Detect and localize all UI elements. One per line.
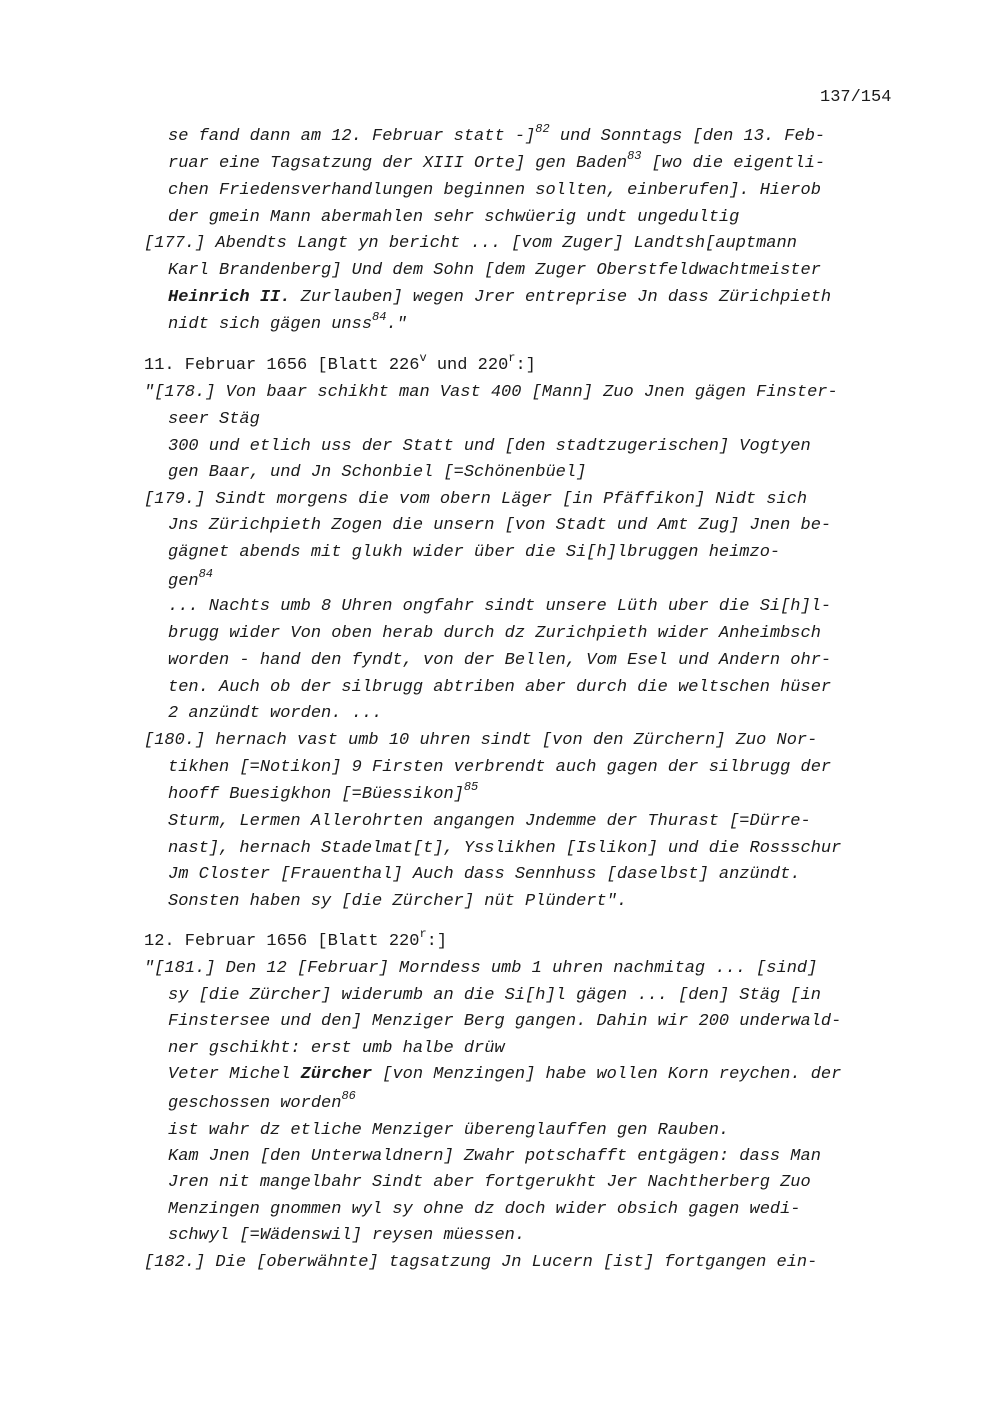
text-line: Finstersee und den] Menziger Berg gangen. Dahin wir 200 underwald- bbox=[168, 1012, 842, 1031]
text-line: Heinrich II. Zurlauben] wegen Jrer entreprise Jn dass Zürichpieth bbox=[168, 288, 832, 307]
text-line: 2 anzündt worden. ... bbox=[168, 704, 383, 723]
footnote-ref: 82 bbox=[535, 122, 550, 137]
date-heading: 11. Februar 1656 [Blatt 226$^v$ und 220$^r$:] bbox=[144, 351, 536, 375]
text-line: gen$^{84}$ bbox=[168, 567, 214, 591]
text-line: ist wahr dz etliche Menziger überenglauffen gen Rauben. bbox=[168, 1121, 730, 1140]
footnote-ref: 85 bbox=[463, 780, 479, 795]
text-line: [179.] Sindt morgens die vom obern Läger [in Pfäffikon] Nidt sich bbox=[144, 490, 808, 509]
text-line: sy [die Zürcher] widerumb an die Si[h]l gägen ... [den] Stäg [in bbox=[168, 986, 821, 1005]
text-line: gägnet abends mit glukh wider über die Si[h]lbruggen heimzo- bbox=[168, 543, 781, 562]
text-line: nidt sich gägen unss$^{84}$." bbox=[168, 310, 407, 334]
text-line: Jm Closter [Frauenthal] Auch dass Sennhuss [daselbst] anzündt. bbox=[168, 865, 801, 884]
text-line: nast], hernach Stadelmat[t], Ysslikhen [Islikon] und die Rossschur bbox=[168, 839, 842, 858]
text-line: der gmein Mann abermahlen sehr schwüerig undt ungedultig bbox=[168, 208, 740, 227]
date-heading: 12. Februar 1656 [Blatt 220$^r$:] bbox=[144, 927, 448, 951]
text-line: [177.] Abendts Langt yn bericht ... [vom Zuger] Landtsh[auptmann bbox=[144, 234, 797, 253]
footnote-ref: 84 bbox=[198, 567, 214, 582]
text-line: chen Friedensverhandlungen beginnen sollten, einberufen]. Hierob bbox=[168, 181, 821, 200]
text-line: brugg wider Von oben herab durch dz Zurichpieth wider Anheimbsch bbox=[168, 624, 821, 643]
text-line: schwyl [=Wädenswil] reysen müessen. bbox=[168, 1226, 526, 1245]
text-line: 300 und etlich uss der Statt und [den stadtzugerischen] Vogtyen bbox=[168, 437, 811, 456]
text-line: [182.] Die [oberwähnte] tagsatzung Jn Lucern [ist] fortgangen ein- bbox=[144, 1253, 818, 1272]
text-line: ... Nachts umb 8 Uhren ongfahr sindt unsere Lüth uber die Si[h]l- bbox=[168, 597, 832, 616]
text-line: "[178.] Von baar schikht man Vast 400 [Mann] Zuo Jnen gägen Finster- bbox=[144, 383, 838, 402]
text-line: "[181.] Den 12 [Februar] Morndess umb 1 uhren nachmitag ... [sind] bbox=[144, 959, 818, 978]
text-line: geschossen worden$^{86}$ bbox=[168, 1089, 356, 1113]
text-line: hooff Buesigkhon [=Büessikon]$^{85}$ bbox=[168, 780, 479, 804]
footnote-ref: 84 bbox=[372, 310, 387, 325]
text-line: ten. Auch ob der silbrugg abtriben aber durch die weltschen hüser bbox=[168, 678, 832, 697]
text-line: worden - hand den fyndt, von der Bellen, Vom Esel und Andern ohr- bbox=[168, 651, 832, 670]
text-line: Karl Brandenberg] Und dem Sohn [dem Zuger Oberstfeldwachtmeister bbox=[168, 261, 821, 280]
text-line: Jns Zürichpieth Zogen die unsern [von Stadt und Amt Zug] Jnen be- bbox=[168, 516, 832, 535]
text-line: se fand dann am 12. Februar statt -]$^{82}$ und Sonntags [den 13. Feb- bbox=[168, 122, 826, 146]
name-emphasis: Heinrich II. bbox=[168, 288, 291, 307]
footnote-ref: 86 bbox=[341, 1089, 356, 1104]
text-line: seer Stäg bbox=[168, 410, 260, 429]
text-line: Menzingen gnommen wyl sy ohne dz doch wider obsich gagen wedi- bbox=[168, 1200, 801, 1219]
text-line: tikhen [=Notikon] 9 Firsten verbrendt auch gagen der silbrugg der bbox=[168, 758, 832, 777]
text-line: gen Baar, und Jn Schonbiel [=Schönenbüel] bbox=[168, 463, 587, 482]
text-line: Jren nit mangelbahr Sindt aber fortgerukht Jer Nachtherberg Zuo bbox=[168, 1173, 811, 1192]
text-line: Kam Jnen [den Unterwaldnern] Zwahr potschafft entgägen: dass Man bbox=[168, 1147, 821, 1166]
text-line: Sonsten haben sy [die Zürcher] nüt Plündert". bbox=[168, 892, 628, 911]
text-line: ruar eine Tagsatzung der XIII Orte] gen Baden$^{83}$ [wo die eigentli- bbox=[168, 149, 826, 173]
text-line: Sturm, Lermen Allerohrten angangen Jndemme der Thurast [=Dürre- bbox=[168, 812, 811, 831]
text-line: Veter Michel Zürcher [von Menzingen] habe wollen Korn reychen. der bbox=[168, 1065, 842, 1084]
text-line: [180.] hernach vast umb 10 uhren sindt [von den Zürchern] Zuo Nor- bbox=[144, 731, 818, 750]
footnote-ref: 83 bbox=[627, 149, 642, 164]
page-number: 137/154 bbox=[820, 88, 892, 107]
text-line: ner gschikht: erst umb halbe drüw bbox=[168, 1039, 505, 1058]
name-emphasis: Zürcher bbox=[300, 1065, 373, 1084]
